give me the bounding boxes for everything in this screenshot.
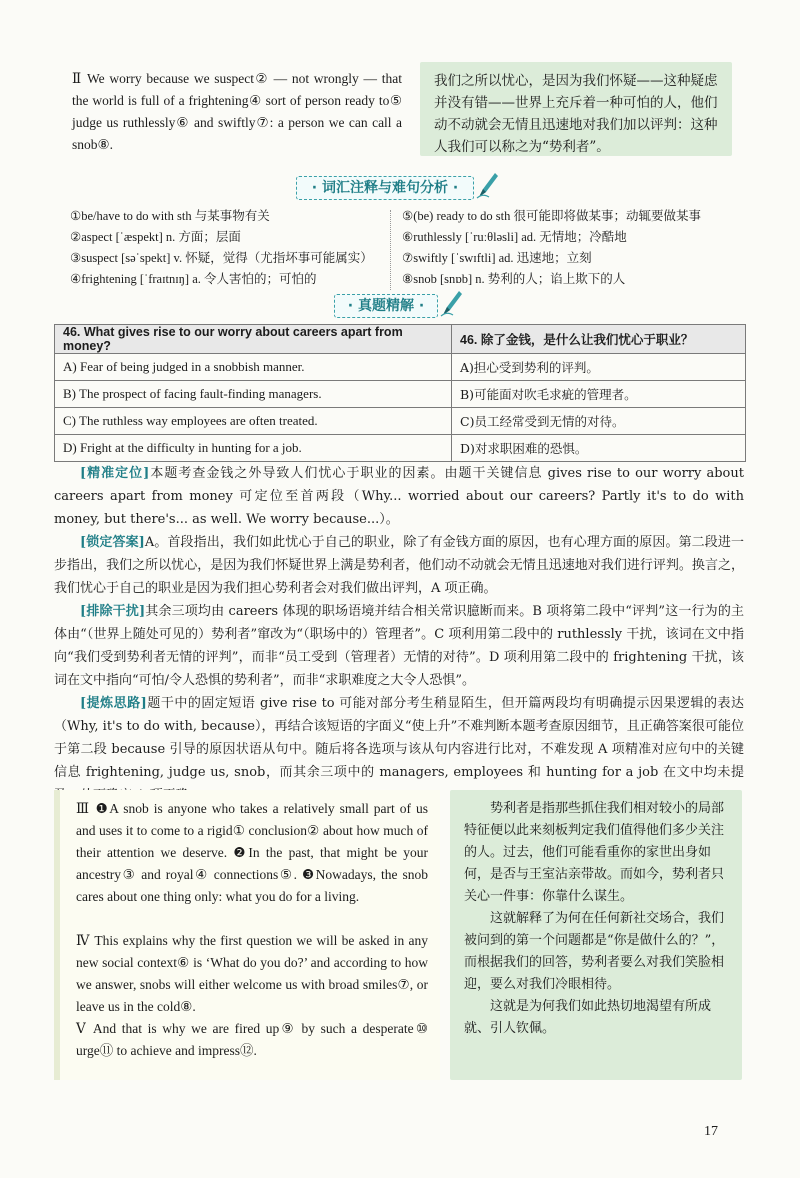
vocab-section-title: · 词汇注释与难句分析 ·: [296, 176, 474, 200]
vocab-divider: [390, 210, 393, 290]
analysis-item: [54, 462, 744, 531]
option-en: B) The prospect of facing fault-finding managers.: [55, 381, 452, 408]
chinese-paragraphs-box: [450, 790, 742, 1080]
para3-english: Ⅲ ❶A snob is anyone who takes a relatively small part of us and uses it to come to a rigid① conclusion② about how much of their attention we deserve. ❷In the past, that might be your ancestry③ and royal④ connections⑤. ❸Nowadays, the snob cares about one thing only: what you do for a living.: [76, 801, 428, 904]
option-row: [55, 354, 746, 381]
analysis-item: [54, 531, 744, 600]
option-cn: D)对求职困难的恐惧。: [452, 435, 746, 462]
para5-english: Ⅴ And that is why we are fired up⑨ by such a desperate⑩ urge⑪ to achieve and impress⑫.: [76, 1021, 428, 1058]
vocab-item: ①be/have to do with sth 与某事物有关: [70, 209, 270, 223]
page-number: 17: [704, 1124, 718, 1139]
analysis-tag: [精准定位]: [80, 466, 150, 481]
question-table: [54, 324, 746, 462]
vocab-item: ⑧snob [snɒb] n. 势利的人；谄上欺下的人: [402, 272, 626, 286]
vocab-item: ②aspect [ˈæspekt] n. 方面；层面: [70, 230, 241, 244]
option-cn: A)担心受到势利的评判。: [452, 354, 746, 381]
vocab-item: ⑥ruthlessly [ˈruːθləsli] ad. 无情地；冷酷地: [402, 230, 627, 244]
analysis-text: 题干中的固定短语 give rise to 可能对部分考生稍显陌生，但开篇两段均有明确提示因果逻辑的表达（Why, it's to do with, because），再结合该短语的字面义“使上升”不难判断本题考查原因细节，且正确答案很可能位于第二段 because 引导的原因状语从句中。随后将各选项与该从句内容进行比对，不难发现 A 项精准对应句中的关键信息 frightening, judge us, snob，而其余三项中的 managers, employees 和 hunting for a job 在文中均未提: [54, 696, 744, 780]
pen-icon: [475, 169, 499, 199]
analysis-tag: [排除干扰]: [80, 604, 146, 619]
analysis-item: [54, 600, 744, 692]
option-en: C) The ruthless way employees are often treated.: [55, 408, 452, 435]
analysis-tag: [提炼思路]: [80, 696, 147, 711]
vocab-item: ⑦swiftly [ˈswɪftli] ad. 迅速地；立刻: [402, 251, 592, 265]
vocab-list-right: [402, 206, 742, 290]
vocab-item: ③suspect [səˈspekt] v. 怀疑，觉得（尤指坏事可能属实）: [70, 251, 373, 265]
vocab-item: ⑤(be) ready to do sth 很可能即将做某事；动辄要做某事: [402, 209, 702, 223]
para5-chinese: 这就是为何我们如此热切地渴望有所成就、引人钦佩。: [464, 999, 712, 1036]
vocab-list-left: [70, 206, 373, 290]
option-cn: B)可能面对吹毛求疵的管理者。: [452, 381, 746, 408]
option-row: [55, 408, 746, 435]
pen-icon: [439, 287, 463, 317]
para4-chinese: 这就解释了为何在任何新社交场合，我们被问到的第一个问题都是“你是做什么的？”，而根据我们的回答，势利者要么对我们笑脸相迎，要么对我们冷眼相待。: [464, 911, 725, 992]
option-en: A) Fear of being judged in a snobbish manner.: [55, 354, 452, 381]
option-en: D) Fright at the difficulty in hunting for a job.: [55, 435, 452, 462]
analysis-text: 其余三项均由 careers 体现的职场语境并结合相关常识臆断而来。B 项将第二段中“评判”这一行为的主体由“（世界上随处可见的）势利者”窜改为“（职场中的）管理者”。C 项利用第二段中的 ruthlessly 干扰，该词在文中指向“我们受到势利者无情的评判”，而非“员工受到（管理者）无情的对待”。D 项利用第二段中的 frightening 干扰，该词在文中指向“可怕/令人恐惧的势利者”，而非“求职难度之大令人恐惧”。: [54, 604, 744, 688]
vocab-item: ④frightening [ˈfraɪtnɪŋ] a. 令人害怕的；可怕的: [70, 272, 317, 286]
question-row: [55, 325, 746, 354]
para3-chinese: 势利者是指那些抓住我们相对较小的局部特征便以此来刻板判定我们值得他们多少关注的人。过去，他们可能看重你的家世出身如何，是否与王室沾亲带故。而如今，势利者只关心一件事：你靠什么谋生。: [464, 801, 725, 904]
question-cn: 46. 除了金钱，是什么让我们忧心于职业？: [452, 325, 746, 354]
option-row: [55, 435, 746, 462]
analysis-tag: [锁定答案]: [80, 535, 145, 550]
para2-english: Ⅱ We worry because we suspect② — not wrongly — that the world is full of a frightening④ sort of person ready to⑤ judge us ruthlessly⑥ and swiftly⑦: a person we can call a snob⑧.: [72, 71, 402, 152]
question-en: 46. What gives rise to our worry about careers apart from money?: [55, 325, 452, 354]
english-paragraphs-box: [54, 790, 440, 1080]
para2-chinese-box: [420, 62, 732, 156]
para4-english: Ⅳ This explains why the first question we will be asked in any new social context⑥ is ‘What do you do?’ and according to how we answer, snobs will either welcome us with broad smiles⑦, or leave us in the cold⑧.: [76, 933, 428, 1014]
analysis-text: 本题考查金钱之外导致人们忧心于职业的因素。由题干关键信息 gives rise to our worry about careers apart from money 可定位至首两段（Why... worried about our careers? Partly it's to do with money, but there's... as well. We worry because...）。: [54, 466, 744, 527]
analysis-block: [54, 462, 744, 807]
option-cn: C)员工经常受到无情的对待。: [452, 408, 746, 435]
option-row: [55, 381, 746, 408]
para2-chinese: 我们之所以忧心，是因为我们怀疑——这种疑虑并没有错——世界上充斥着一种可怕的人，他们动不动就会无情且迅速地对我们加以评判：这种人我们可以称之为“势利者”。: [434, 73, 718, 155]
analysis-text: A。首段指出，我们如此忧心于自己的职业，除了有金钱方面的原因，也有心理方面的原因。第二段进一步指出，我们之所以忧心，是因为我们怀疑世界上满是势利者，他们动不动就会无情且迅速地对我们进行评判。换言之，我们忧心于自己的职业是因为我们担心势利者会对我们做出评判，A 项正确。: [54, 535, 744, 596]
exam-section-title: · 真题精解 ·: [334, 294, 438, 318]
